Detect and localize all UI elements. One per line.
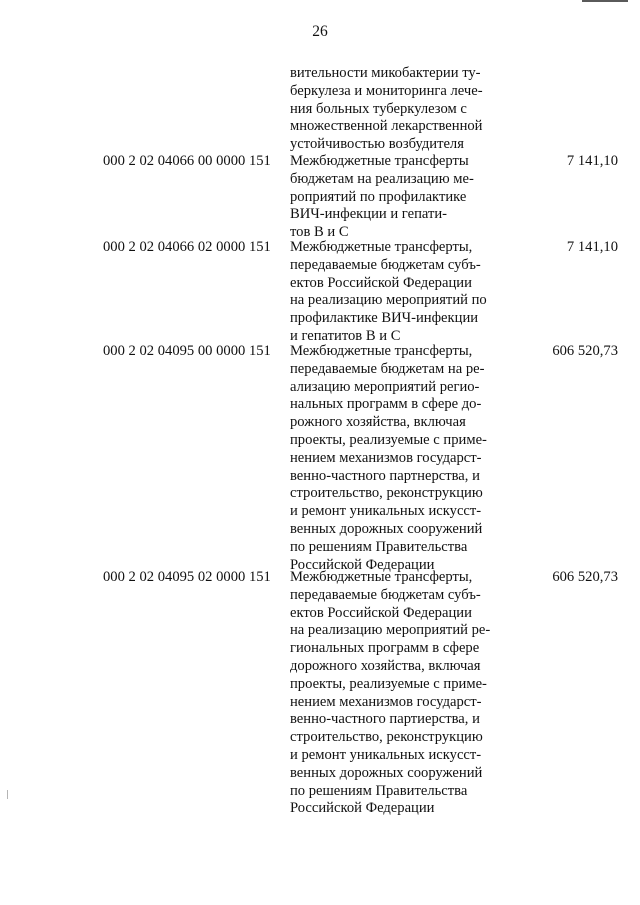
continued-description: вительности микобактерии ту- беркулеза и мониторинга лече- ния больных туберкулезом с множественной лекарственной устойчивостью возбудителя [290,65,483,153]
page-number: 26 [312,23,328,40]
row-amount: 606 520,73 [552,569,618,585]
budget-code: 000 2 02 04066 00 0000 151 [103,153,271,169]
budget-code: 000 2 02 04095 02 0000 151 [103,569,271,585]
margin-scan-mark [7,790,8,799]
row-amount: 7 141,10 [566,153,618,169]
budget-code: 000 2 02 04066 02 0000 151 [103,239,271,255]
budget-code: 000 2 02 04095 00 0000 151 [103,343,271,359]
row-description: Межбюджетные трансферты, передаваемые бюджетам субъ- ектов Российской Федерации на реализацию мероприятий по профилактике ВИЧ-инфекции и гепатитов В и С [290,239,487,344]
row-amount: 7 141,10 [566,239,618,255]
row-description: Межбюджетные трансферты, передаваемые бюджетам на ре- ализацию мероприятий регио- нальных программ в сфере до- рожного хозяйства, включая проекты, реализуемые с приме- нением механизмов государст- венно-частного партнерства, и строительство, реконструкцию и ремонт уникальных искусст- венных дорожных сооружений по решениям Правительства Российской Федерации [290,343,487,573]
corner-scan-mark [582,0,628,2]
row-amount: 606 520,73 [552,343,618,359]
row-description: Межбюджетные трансферты, передаваемые бюджетам субъ- ектов Российской Федерации на реализацию мероприятий ре- гиональных программ в сфере дорожного хозяйства, включая проекты, реализуемые с приме- нением механизмов государст- венно-частного партиерства, и строительство, реконструкцию и ремонт уникальных искусст- венных дорожных сооружений по решениям Правительства Российской Федерации [290,569,491,817]
row-description: Межбюджетные трансферты бюджетам на реализацию ме- роприятий по профилактике ВИЧ-инфекции и гепати- тов В и С [290,153,474,241]
